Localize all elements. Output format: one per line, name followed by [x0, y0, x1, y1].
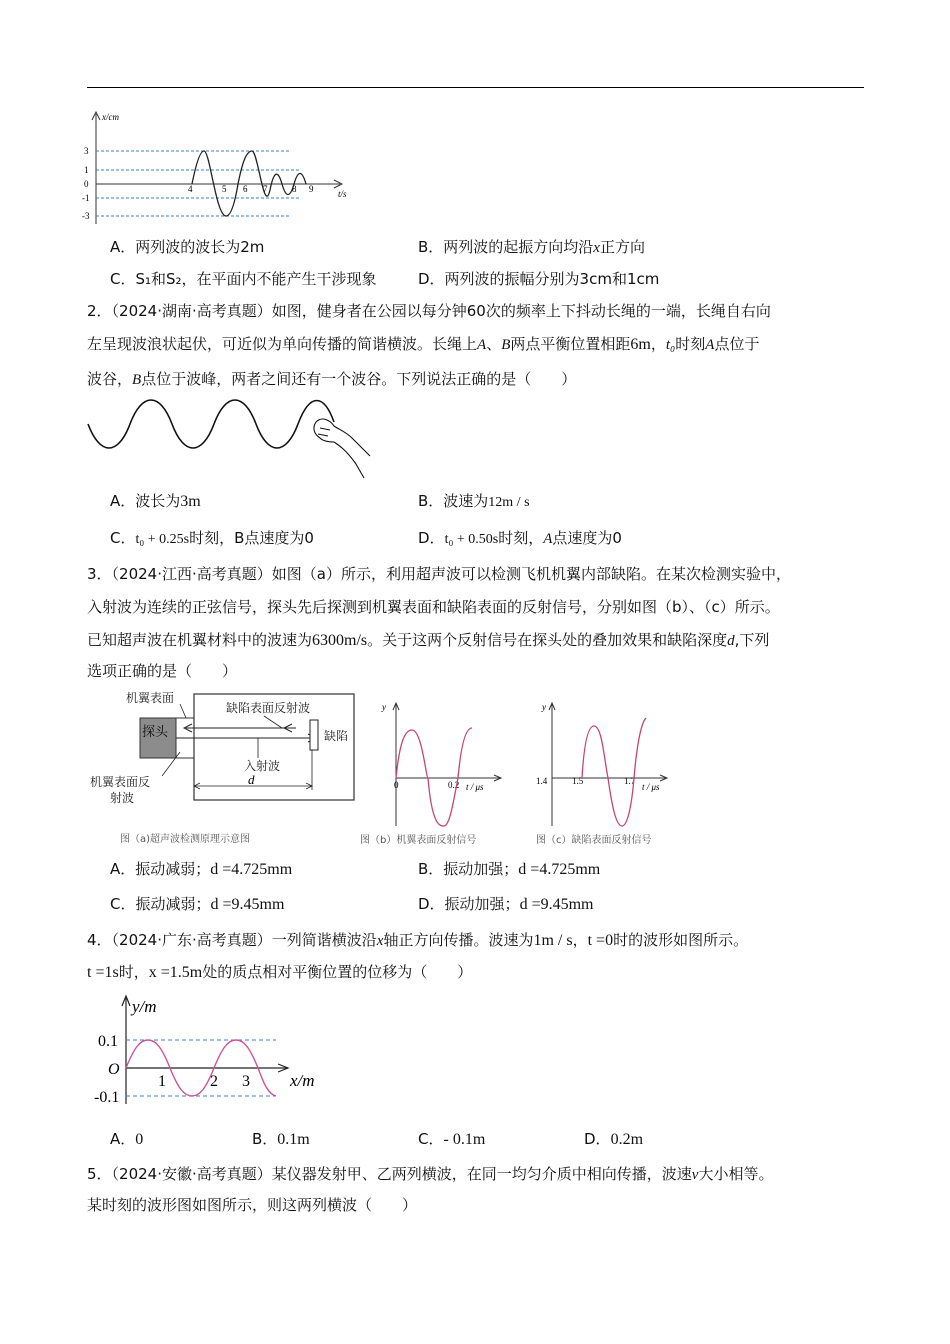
q1-option-a[interactable]: A．两列波的波长为2m	[110, 238, 265, 256]
q4-option-b[interactable]: B．0.1m	[252, 1130, 310, 1148]
q2-rope-wave	[88, 400, 334, 448]
figure-c-caption: 图（c）缺陷表面反射信号	[536, 835, 652, 846]
q1-xtick-7: 7	[263, 184, 268, 194]
fig-c-tick-17: 1.7	[624, 776, 636, 786]
q1-xtick-4: 4	[188, 184, 193, 194]
q1-option-c[interactable]: C．S₁和S₂，在平面内不能产生干涉现象	[110, 270, 377, 288]
q1-ytick-neg3: -3	[82, 211, 90, 221]
q1-ytick-1: 1	[84, 165, 89, 175]
q1-ytick-3: 3	[84, 146, 89, 156]
q5-stem-line2: 某时刻的波形图如图所示，则这两列横波（ ）	[87, 1196, 418, 1214]
q3-option-c[interactable]: C．振动减弱；d =9.45mm	[110, 895, 285, 913]
q4-option-a[interactable]: A．0	[110, 1130, 144, 1148]
q4-ylabel: y/m	[132, 997, 157, 1016]
q2-option-c[interactable]: C．t₀ + 0.25s时刻，B点速度为0	[110, 529, 314, 547]
q3-figure-b	[360, 698, 520, 850]
q3-figure-a	[86, 686, 362, 850]
q4-ytick-neg01: -0.1	[94, 1089, 120, 1106]
surface-reflect-label-1: 机翼表面反	[90, 775, 151, 789]
fig-b-ylabel: y	[382, 702, 386, 712]
q2-stem-line3: 波谷，B点位于波峰，两者之间还有一个波谷。下列说法正确的是（ ）	[87, 370, 577, 388]
q3-option-b[interactable]: B．振动加强；d =4.725mm	[418, 860, 601, 878]
q2-rope-figure	[84, 394, 374, 484]
q3-stem-line1: 3．（2024·江西·高考真题）如图（a）所示，利用超声波可以检测飞机机翼内部缺陷。在某次检测实验中，	[87, 565, 791, 583]
q4-option-c[interactable]: C．- 0.1m	[418, 1130, 486, 1148]
q4-stem-line2: t =1s时，x =1.5m处的质点相对平衡位置的位移为（ ）	[87, 963, 473, 981]
q3-stem-line4: 选项正确的是（ ）	[87, 662, 238, 680]
q4-option-d[interactable]: D．0.2m	[584, 1130, 644, 1148]
defect-block	[310, 720, 318, 750]
fig-c-signal-curve	[582, 718, 646, 826]
defect-label: 缺陷	[324, 729, 349, 743]
q3-stem-line2: 入射波为连续的正弦信号，探头先后探测到机翼表面和缺陷表面的反射信号，分别如图（b）、（c）所示。	[87, 598, 780, 616]
q2-option-b[interactable]: B．波速为12m / s	[418, 492, 530, 510]
q1-xtick-5: 5	[222, 184, 227, 194]
q2-option-a[interactable]: A．波长为3m	[110, 492, 201, 510]
q4-origin: O	[108, 1061, 120, 1078]
figure-a-caption: 图（a)超声波检测原理示意图	[120, 834, 251, 845]
q1-xlabel: t/s	[338, 189, 347, 199]
q4-xtick-2: 2	[210, 1073, 218, 1090]
q1-ytick-neg1: -1	[82, 193, 90, 203]
q1-option-b[interactable]: B．两列波的起振方向均沿x正方向	[418, 238, 645, 256]
fig-b-tick-02: 0.2	[448, 780, 460, 790]
q4-xtick-3: 3	[242, 1073, 250, 1090]
fig-c-ylabel: y	[542, 702, 546, 712]
q3-figure-c	[524, 698, 684, 850]
probe-label: 探头	[142, 725, 169, 740]
q2-option-d[interactable]: D．t₀ + 0.50s时刻，A点速度为0	[418, 529, 622, 547]
figure-b-caption: 图（b）机翼表面反射信号	[360, 835, 477, 846]
q1-xtick-6: 6	[243, 184, 248, 194]
q4-ytick-01: 0.1	[98, 1033, 118, 1050]
q2-stem-line1: 2．（2024·湖南·高考真题）如图，健身者在公园以每分钟60次的频率上下抖动长绳的一端，长绳自右向	[87, 302, 771, 320]
header-rule	[87, 87, 864, 88]
fig-b-xlabel: t / μs	[466, 782, 484, 792]
fig-c-xlabel: t / μs	[642, 782, 660, 792]
q1-wave-graph	[80, 106, 360, 230]
q4-xlabel: x/m	[290, 1071, 315, 1090]
q3-option-a[interactable]: A．振动减弱；d =4.725mm	[110, 860, 293, 878]
q2-stem-line2: 左呈现波浪状起伏，可近似为单向传播的简谐横波。长绳上A、B两点平衡位置相距6m，t₀时刻A点位于	[87, 335, 760, 353]
q1-xtick-9: 9	[309, 184, 314, 194]
q4-xtick-1: 1	[158, 1073, 166, 1090]
fig-b-tick-0: 0	[394, 780, 399, 790]
depth-label-d: d	[248, 772, 255, 787]
q1-ylabel: x/cm	[102, 112, 119, 122]
hand-icon	[314, 419, 370, 478]
q3-option-d[interactable]: D．振动加强；d =9.45mm	[418, 895, 594, 913]
q4-stem-line1: 4．（2024·广东·高考真题）一列简谐横波沿x轴正方向传播。波速为1m / s，t =0时的波形如图所示。	[87, 931, 749, 949]
q3-stem-line3: 已知超声波在机翼材料中的波速为6300m/s。关于这两个反射信号在探头处的叠加效果和缺陷深度d,下列	[87, 631, 770, 649]
fig-c-tick-15: 1.5	[572, 776, 584, 786]
q5-stem-line1: 5．（2024·安徽·高考真题）某仪器发射甲、乙两列横波，在同一均匀介质中相向传播，波速v大小相等。	[87, 1165, 774, 1183]
fig-b-signal-curve	[396, 728, 472, 826]
q4-wave-graph	[90, 990, 330, 1114]
q1-ytick-0: 0	[84, 179, 89, 189]
q1-xtick-8: 8	[292, 184, 297, 194]
defect-reflect-label: 缺陷表面反射波	[226, 701, 311, 715]
fig-c-tick-14: 1.4	[536, 776, 548, 786]
incident-wave-label: 入射波	[244, 759, 281, 773]
q1-option-d[interactable]: D．两列波的振幅分别为3cm和1cm	[418, 270, 660, 288]
surface-reflect-label-2: 射波	[110, 791, 135, 805]
wing-surface-label: 机翼表面	[126, 691, 175, 705]
